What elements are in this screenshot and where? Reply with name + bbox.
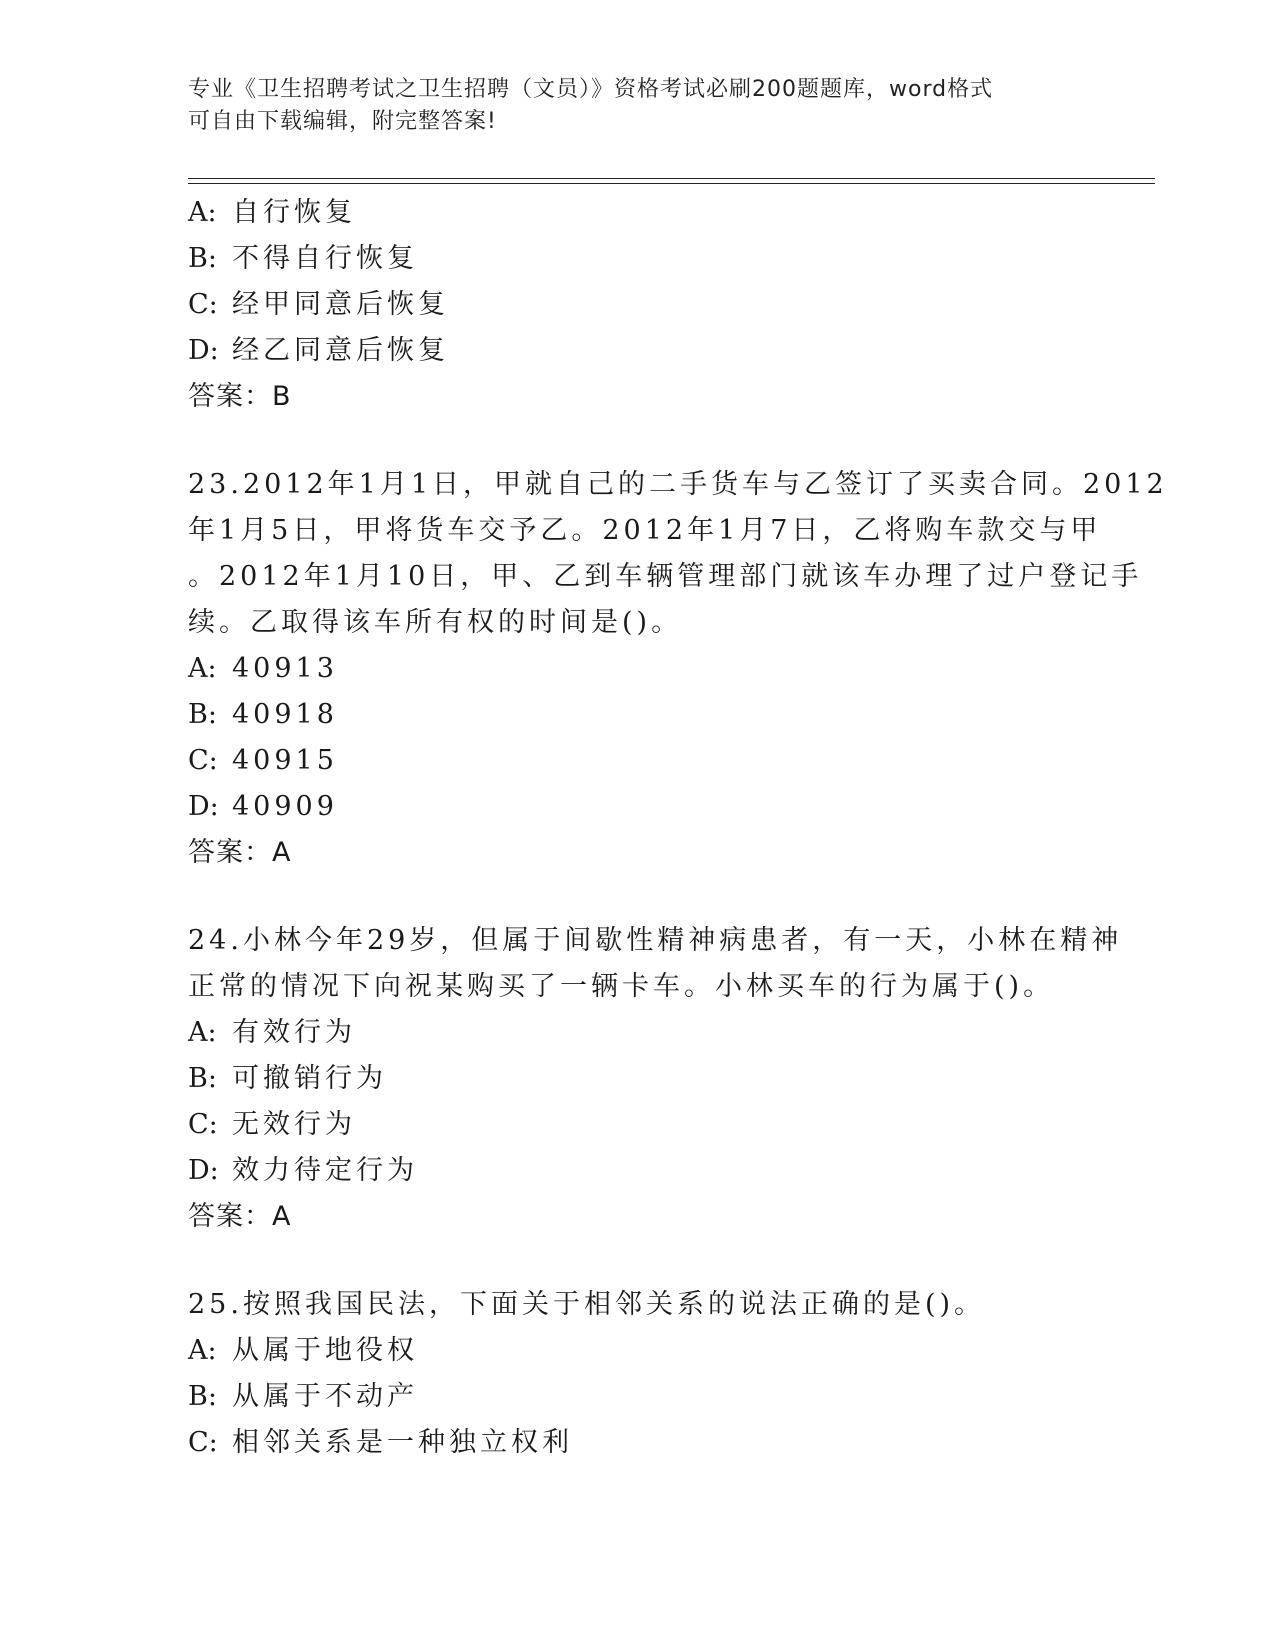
question-content <box>188 190 1168 1466</box>
question-23-text-line-2: 年1月5日，甲将货车交予乙。2012年1月7日，乙将购车款交与甲 <box>188 515 1102 546</box>
option-a: A: 40913 <box>188 653 338 684</box>
option-c: C: 经甲同意后恢复 <box>188 289 449 320</box>
question-24-text-line-1: 24.小林今年29岁，但属于间歇性精神病患者，有一天，小林在精神 <box>188 925 1123 956</box>
header-line-2: 可自由下载编辑，附完整答案! <box>188 109 497 134</box>
answer-24: 答案：A <box>188 1201 292 1232</box>
question-24 <box>188 918 1123 1240</box>
header-divider-bottom <box>188 183 1155 184</box>
document-header <box>188 74 1088 138</box>
question-23-text-line-1: 23.2012年1月1日，甲就自己的二手货车与乙签订了买卖合同。2012 <box>188 469 1168 500</box>
question-25 <box>188 1282 1088 1466</box>
option-d: D: 经乙同意后恢复 <box>188 335 449 366</box>
option-c: C: 相邻关系是一种独立权利 <box>188 1427 573 1458</box>
option-c: C: 40915 <box>188 745 338 776</box>
answer-22: 答案：B <box>188 381 292 412</box>
option-a: A: 自行恢复 <box>188 197 356 228</box>
question-23-text-line-4: 续。乙取得该车所有权的时间是()。 <box>188 607 683 638</box>
option-a: A: 从属于地役权 <box>188 1335 418 1366</box>
header-line-1: 专业《卫生招聘考试之卫生招聘（文员）》资格考试必刷200题题库，word格式 <box>188 77 994 102</box>
option-d: D: 40909 <box>188 791 338 822</box>
option-d: D: 效力待定行为 <box>188 1155 418 1186</box>
question-23 <box>188 462 1168 876</box>
option-a: A: 有效行为 <box>188 1017 356 1048</box>
option-b: B: 从属于不动产 <box>188 1381 418 1412</box>
header-divider-top <box>188 178 1155 179</box>
option-c: C: 无效行为 <box>188 1109 356 1140</box>
question-23-text-line-3: 。2012年1月10日，甲、乙到车辆管理部门就该车办理了过户登记手 <box>188 561 1143 592</box>
option-b: B: 可撤销行为 <box>188 1063 387 1094</box>
question-25-text-line-1: 25.按照我国民法，下面关于相邻关系的说法正确的是()。 <box>188 1289 986 1320</box>
option-b: B: 不得自行恢复 <box>188 243 418 274</box>
question-24-text-line-2: 正常的情况下向祝某购买了一辆卡车。小林买车的行为属于()。 <box>188 971 1055 1002</box>
answer-23: 答案：A <box>188 837 292 868</box>
question-22-options <box>188 190 1088 420</box>
option-b: B: 40918 <box>188 699 338 730</box>
